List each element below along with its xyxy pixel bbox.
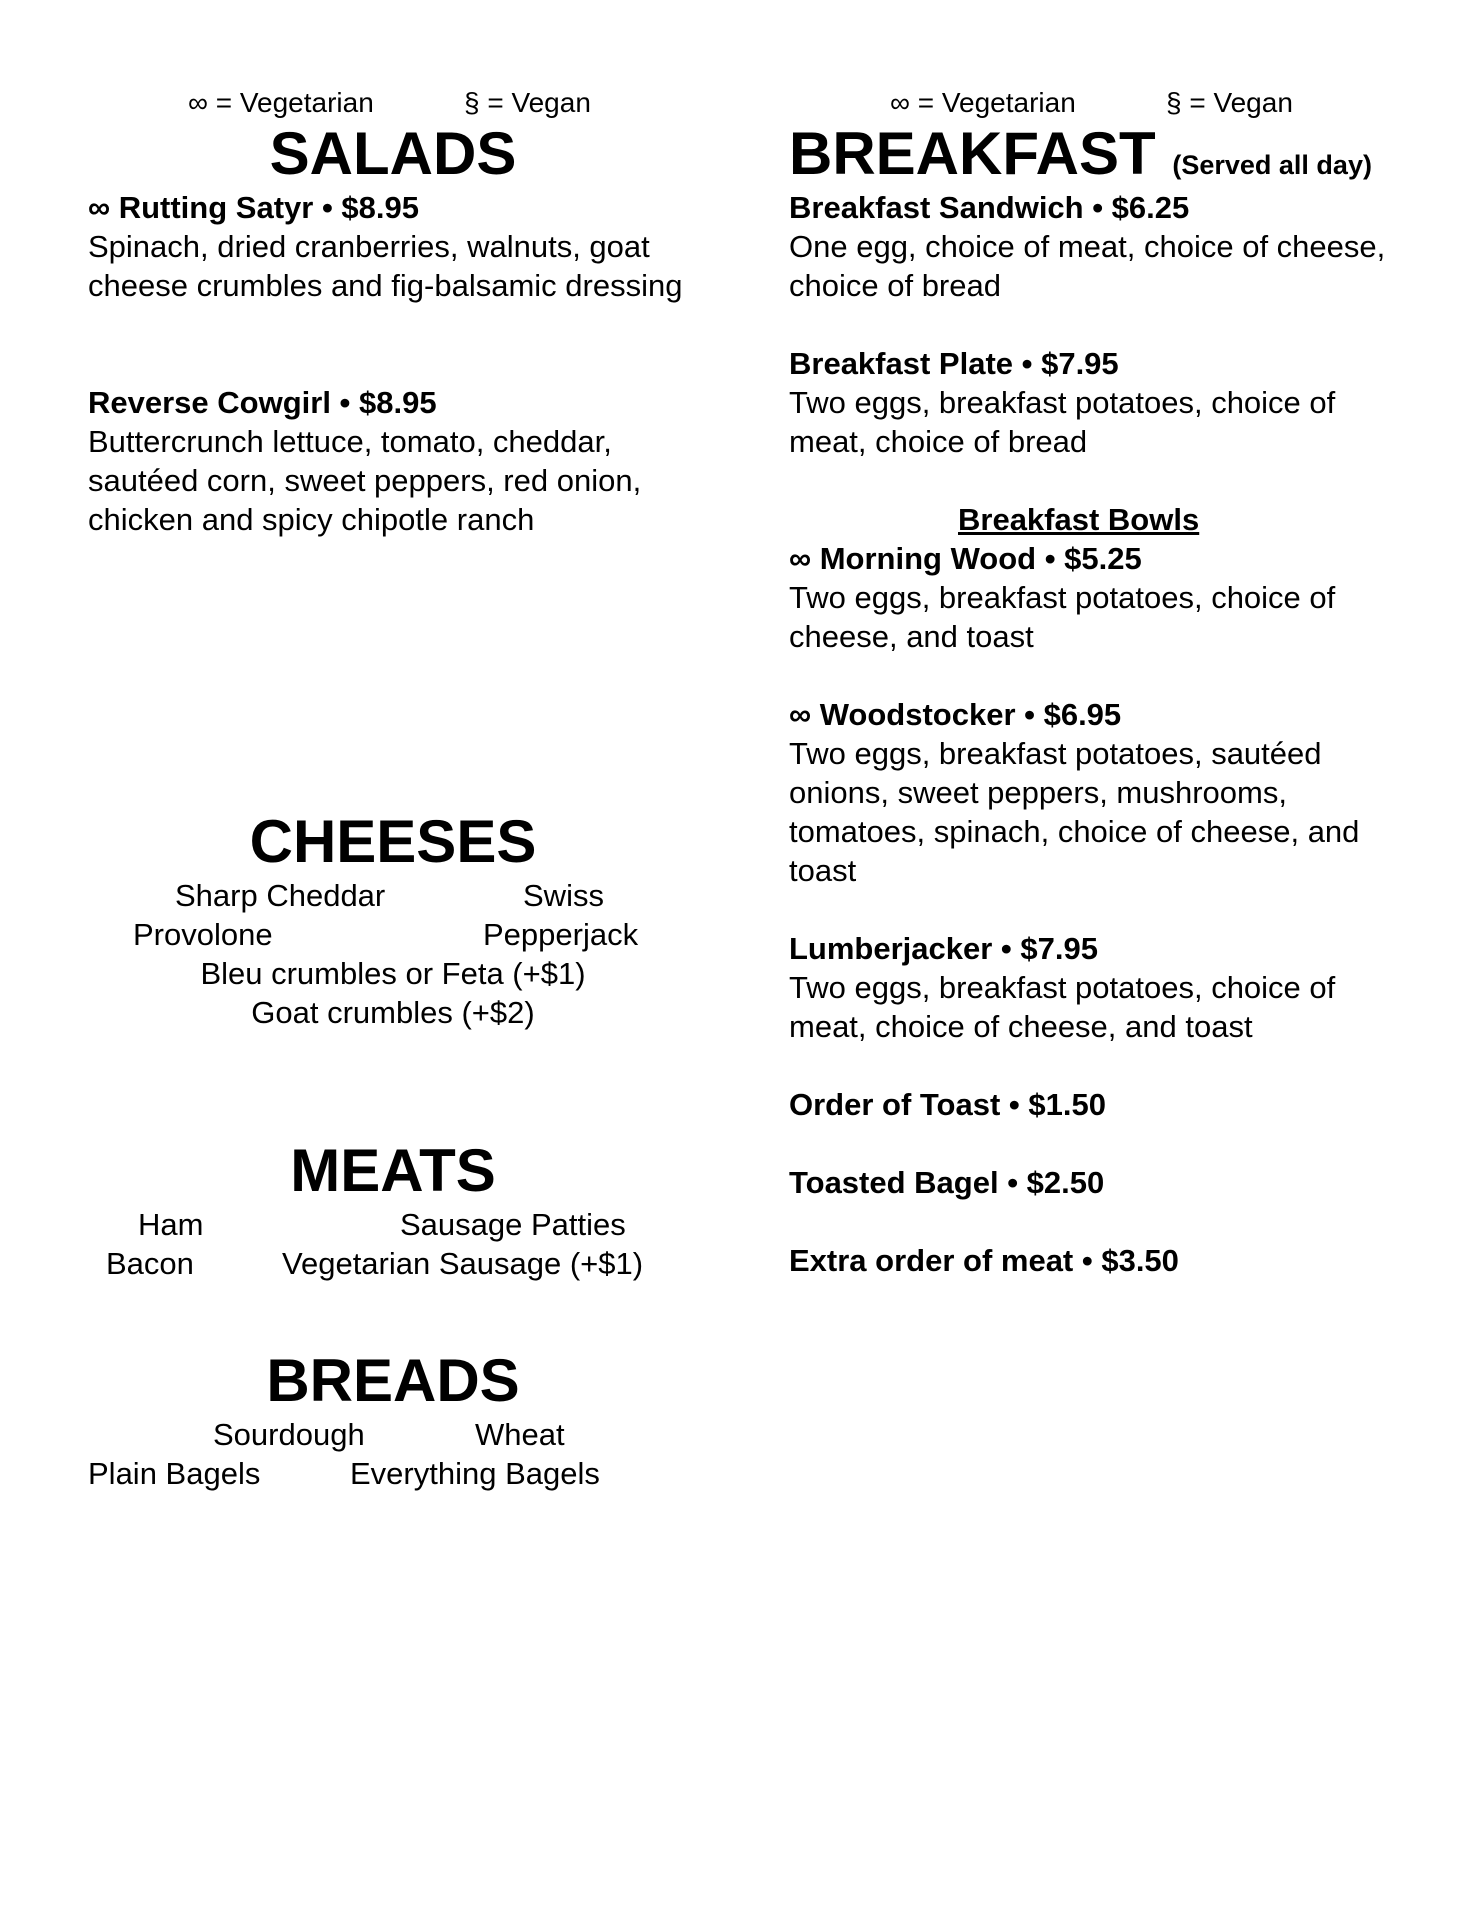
cheeses-title: CHEESES (249, 808, 537, 875)
breakfast-bowls-heading: Breakfast Bowls (958, 502, 1200, 537)
bowl-item-name: ∞ Woodstocker • $6.95 (789, 697, 1122, 732)
cheese-item: Bleu crumbles or Feta (+$1) (200, 956, 586, 991)
breakfast-item (789, 344, 1419, 461)
breakfast-title (789, 122, 1372, 197)
bowl-item-description: Two eggs, breakfast potatoes, choice of cheese, and toast (789, 580, 1336, 654)
bowl-item-name: ∞ Morning Wood • $5.25 (789, 541, 1142, 576)
bread-item: Sourdough (213, 1417, 365, 1452)
meats-title: MEATS (290, 1137, 496, 1204)
bowl-item-description: Two eggs, breakfast potatoes, sautéed onions, sweet peppers, mushrooms, tomatoes, spinach, choice of cheese, and toast (789, 736, 1360, 888)
breakfast-item-name: Breakfast Plate • $7.95 (789, 346, 1119, 381)
bowl-item (789, 539, 1419, 656)
breads-title: BREADS (266, 1347, 520, 1414)
bowl-item-name: Lumberjacker • $7.95 (789, 931, 1098, 966)
extra-item: Order of Toast • $1.50 (789, 1087, 1106, 1122)
bowl-item (789, 929, 1419, 1046)
meat-item: Sausage Patties (400, 1207, 626, 1242)
breakfast-title-text: BREAKFAST (789, 120, 1156, 187)
cheese-item: Sharp Cheddar (175, 878, 386, 913)
vegan-legend: § = Vegan (1166, 87, 1293, 118)
meat-item: Bacon (106, 1246, 194, 1281)
vegan-legend: § = Vegan (464, 87, 591, 118)
cheese-item: Provolone (133, 917, 273, 952)
cheese-item: Goat crumbles (+$2) (251, 995, 535, 1030)
bowl-item (789, 695, 1419, 890)
bread-item: Everything Bagels (350, 1456, 600, 1491)
meat-item: Vegetarian Sausage (+$1) (282, 1246, 644, 1281)
vegetarian-legend: ∞ = Vegetarian (188, 87, 374, 118)
vegetarian-legend: ∞ = Vegetarian (890, 87, 1076, 118)
meat-item: Ham (138, 1207, 204, 1242)
salads-title: SALADS (269, 120, 517, 187)
extra-item: Toasted Bagel • $2.50 (789, 1165, 1105, 1200)
breakfast-item (789, 188, 1419, 305)
breakfast-item-name: Breakfast Sandwich • $6.25 (789, 190, 1190, 225)
extra-item: Extra order of meat • $3.50 (789, 1243, 1179, 1278)
salad-item-description: Buttercrunch lettuce, tomato, cheddar, sautéed corn, sweet peppers, red onion, chicken and spicy chipotle ranch (88, 424, 642, 537)
bread-item: Plain Bagels (88, 1456, 261, 1491)
breakfast-item-description: One egg, choice of meat, choice of cheese, choice of bread (789, 229, 1386, 303)
salad-item-description: Spinach, dried cranberries, walnuts, goat cheese crumbles and fig-balsamic dressing (88, 229, 683, 303)
cheese-item: Pepperjack (483, 917, 639, 952)
bowl-item-description: Two eggs, breakfast potatoes, choice of meat, choice of cheese, and toast (789, 970, 1336, 1044)
bread-item: Wheat (475, 1417, 565, 1452)
breakfast-subtitle: (Served all day) (1172, 150, 1372, 180)
breakfast-item-description: Two eggs, breakfast potatoes, choice of meat, choice of bread (789, 385, 1336, 459)
salad-item (88, 188, 698, 305)
cheese-item: Swiss (523, 878, 604, 913)
salad-item-name: ∞ Rutting Satyr • $8.95 (88, 190, 419, 225)
salad-item (88, 383, 698, 539)
salad-item-name: Reverse Cowgirl • $8.95 (88, 385, 437, 420)
